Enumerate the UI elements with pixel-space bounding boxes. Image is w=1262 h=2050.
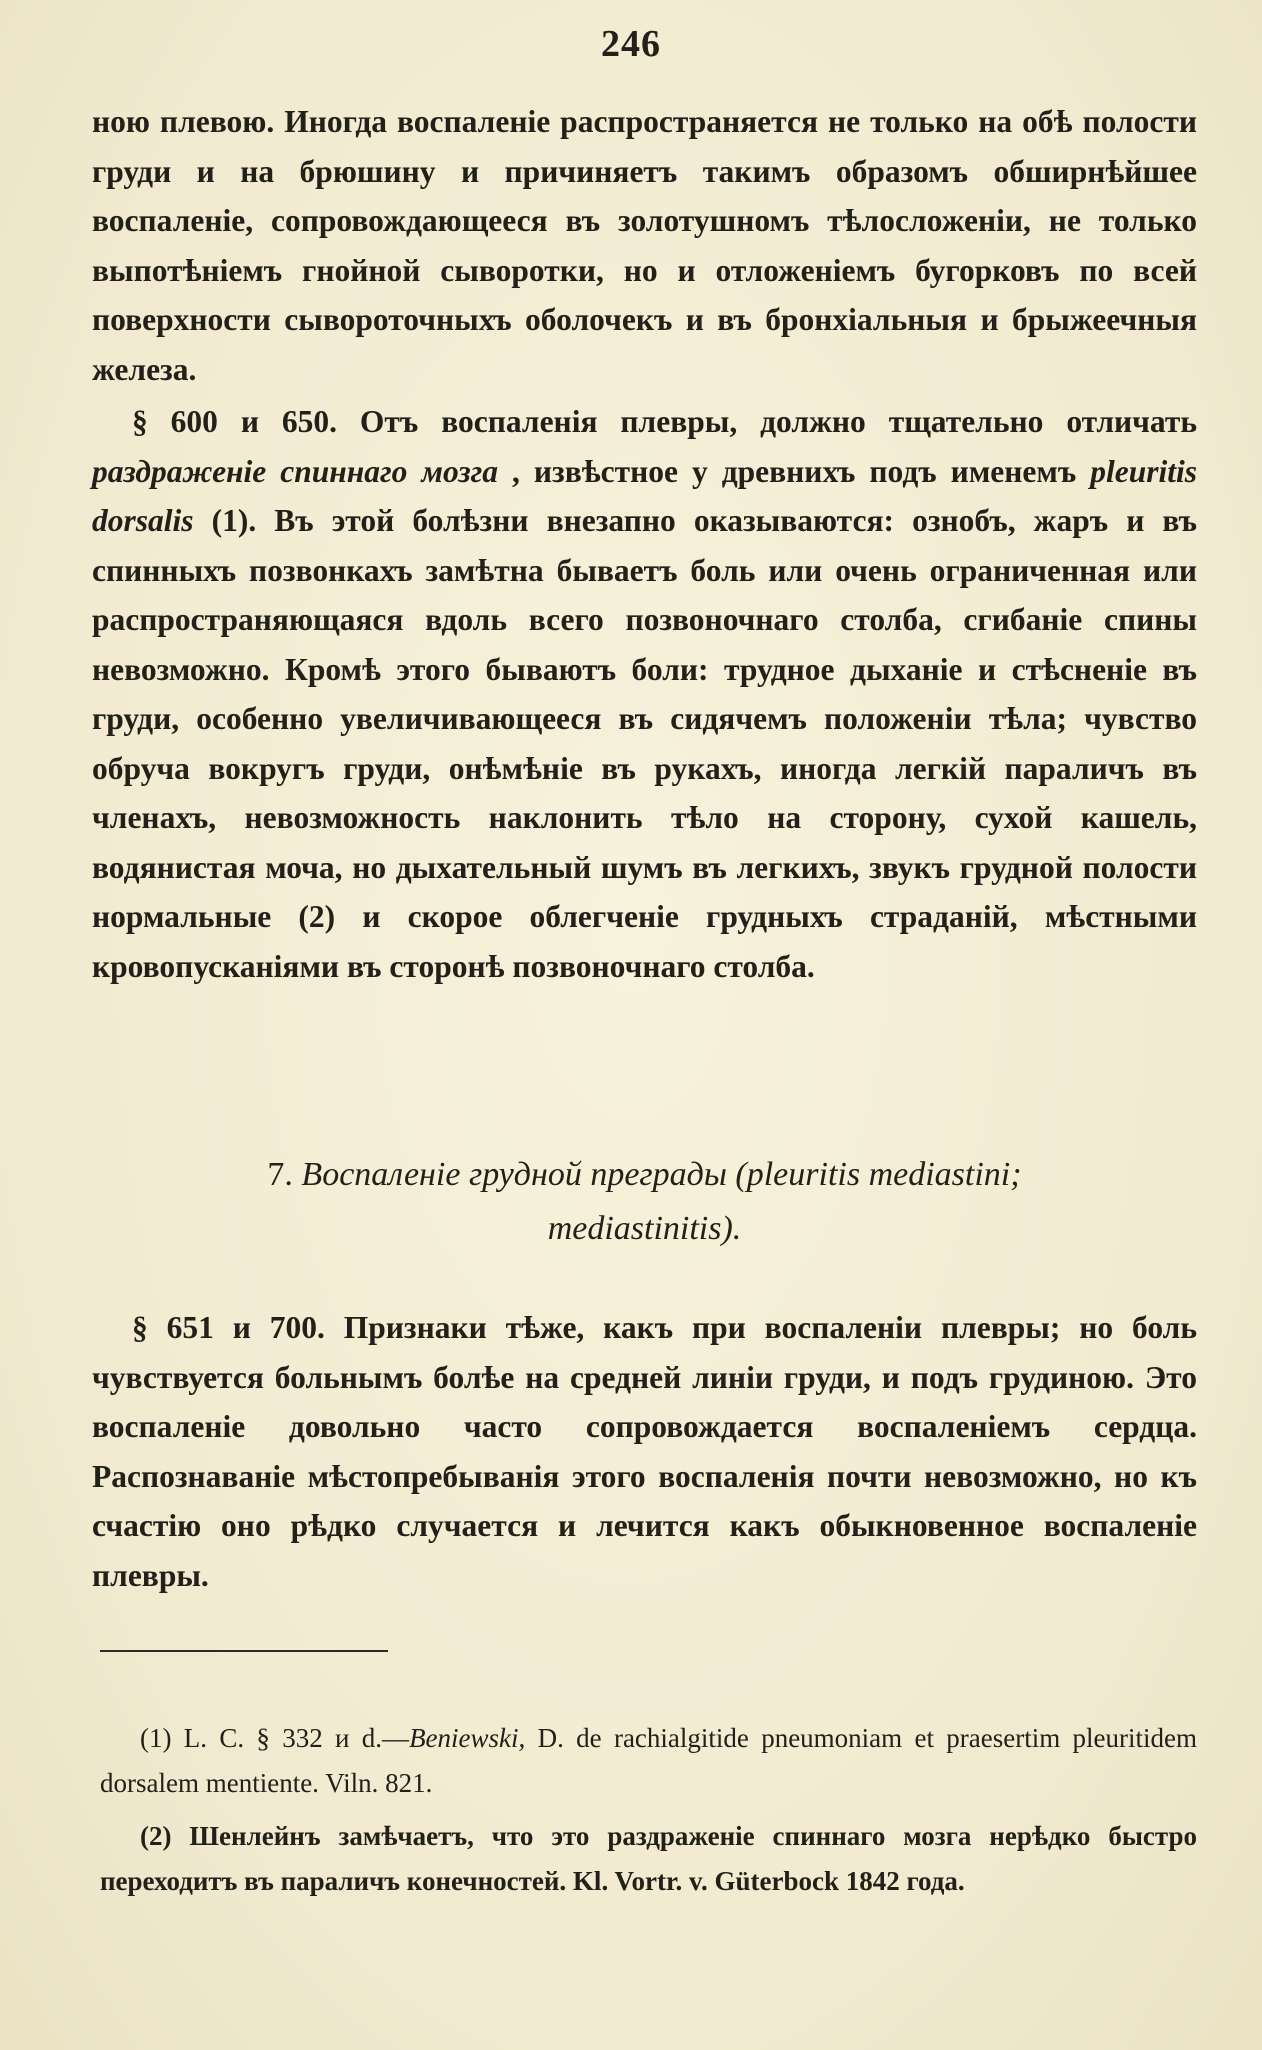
footnote-2-text: (2) Шенлейнъ замѣчаетъ, что это раздраженіе спиннаго мозга нерѣдко быстро переходитъ въ параличъ конечностей. Kl. Vortr. v. Güterbock 1842 года. xyxy=(100,1821,1197,1896)
paragraph-rest: (1). Въ этой болѣзни внезапно оказываются: ознобъ, жаръ и въ спинныхъ позвонкахъ замѣтна бываетъ боль или очень ограниченная или распространяющаяся вдоль всего позвоночнаго столба, сгибаніе спины невозможно. Кромѣ этого бываютъ боли: трудное дыханіе и стѣсненіе въ груди, особенно увеличивающееся въ сидячемъ положеніи тѣла; чувство обруча вокругъ груди, онѣмѣніе въ рукахъ, иногда легкій параличъ въ членахъ, невозможность наклонить тѣло на сторону, сухой кашель, водянистая моча, но дыхательный шумъ въ легкихъ, звукъ грудной полости нормальные (2) и скорое облегченіе грудныхъ страданій, мѣстными кровопусканіями въ сторонѣ позвоночнаго столба. xyxy=(92,503,1197,984)
page-number: 246 xyxy=(601,23,661,65)
footnote-1-lead: (1) L. C. § 332 и d.— xyxy=(140,1723,410,1753)
paragraph-section-651 xyxy=(92,1303,1197,1600)
paragraph-section-600 xyxy=(92,397,1197,991)
footnote-1 xyxy=(100,1716,1197,1806)
section-number: 7. xyxy=(267,1156,293,1193)
paragraph-mid: , извѣстное у древнихъ подъ именемъ xyxy=(512,453,1077,489)
footnote-1-author: Beniewski, xyxy=(409,1723,526,1753)
paragraph-body: § 651 и 700. Признаки тѣже, какъ при воспаленіи плевры; но боль чувствуется больнымъ болѣе на средней линіи груди, и подъ грудиною. Это воспаленіе довольно часто сопровождается воспаленіемъ сердца. Распознаваніе мѣстопребыванія этого воспаленія почти невозможно, но къ счастію оно рѣдко случается и лечится какъ обыкновенное воспаленіе плевры. xyxy=(92,1310,1197,1593)
section-title-line1: Воспаленіе грудной преграды (pleuritis mediastini; xyxy=(301,1156,1022,1193)
section-heading xyxy=(92,1148,1197,1256)
paragraph-lead: § 600 и 650. Отъ воспаленія плевры, должно тщательно отличать xyxy=(132,404,1197,439)
footnote-1-rest: D. de rachialgitide pneumoniam et praesertim pleuritidem dorsalem mentiente. Viln. 821. xyxy=(100,1723,1197,1798)
latin-term: pleuritis dorsalis xyxy=(92,453,1198,538)
paragraph-continued: ною плевою. Иногда воспаленіе распространяется не только на обѣ полости груди и на брюшину и причиняетъ такимъ образомъ обширнѣйшее воспаленіе, сопровождающееся въ золотушномъ тѣлосложеніи, не только выпотѣніемъ гнойной сыворотки, но и отложеніемъ бугорковъ по всей поверхности сывороточныхъ оболочекъ и въ бронхіальныя и брыжеечныя железа. xyxy=(92,104,1197,387)
italic-term: раздраженіе спиннаго мозга xyxy=(92,453,498,489)
footnote-divider xyxy=(100,1650,388,1652)
section-title-line2: mediastinitis). xyxy=(547,1210,742,1247)
footnote-2 xyxy=(100,1814,1197,1904)
